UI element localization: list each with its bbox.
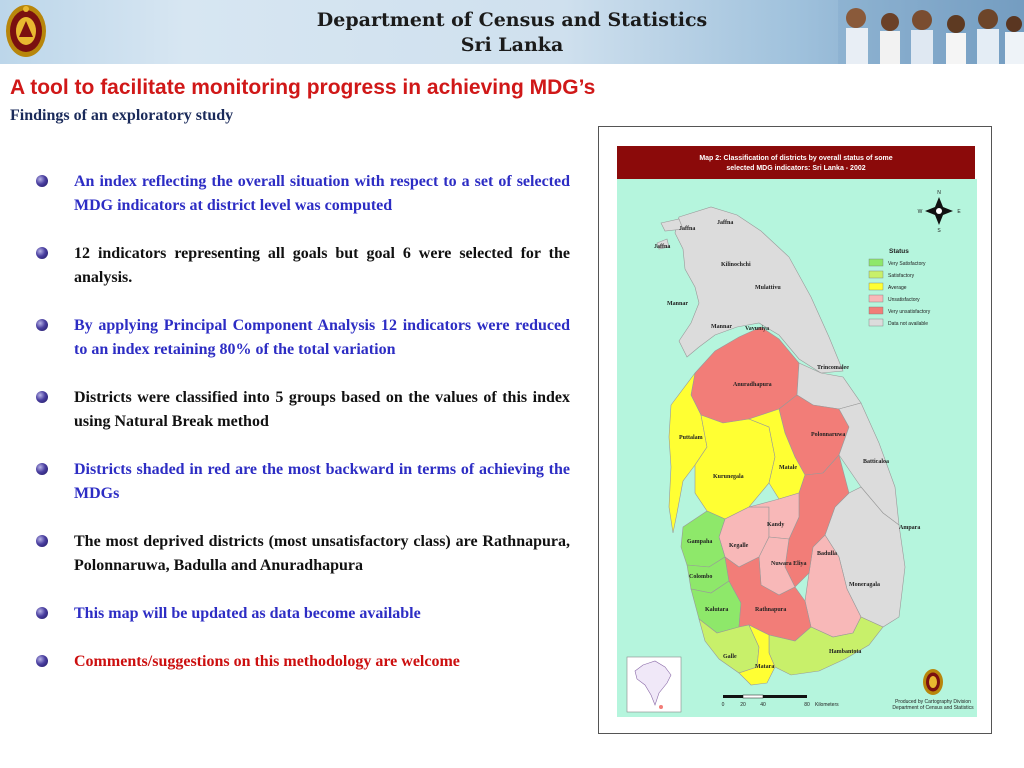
list-item: [36, 170, 570, 218]
bullet-icon: [36, 655, 48, 667]
legend-label: Satisfactory: [888, 273, 915, 279]
bullet-icon: [36, 247, 48, 259]
header-title-line2: Sri Lanka: [460, 34, 564, 56]
list-item: [36, 458, 570, 506]
legend-item: [869, 319, 928, 327]
scale-tick: 80: [804, 702, 810, 708]
credit-line1: Produced by Cartography Division: [895, 699, 971, 705]
header-title-line1: Department of Census and Statistics: [316, 9, 708, 31]
district-label-kilinochchi: Kilinochchi: [721, 262, 751, 268]
bullet-text: Comments/suggestions on this methodology are welcome: [74, 653, 460, 670]
district-label-kandy: Kandy: [767, 522, 785, 528]
district-label-kurunegala: Kurunegala: [713, 474, 744, 480]
findings-list: [36, 170, 570, 698]
map-title-line1: Map 2: Classification of districts by overall status of some: [699, 155, 893, 162]
legend-item: [869, 295, 920, 303]
legend-item: [869, 283, 907, 291]
district-label-galle: Galle: [723, 654, 737, 660]
compass-e: E: [957, 209, 961, 215]
district-label-mulattivu: Mulattivu: [755, 285, 781, 291]
legend-item: [869, 271, 915, 279]
bullet-icon: [36, 319, 48, 331]
district-label-mannar: Mannar: [711, 324, 732, 330]
legend-label: Very unsatisfactory: [888, 309, 931, 315]
children-photo: [838, 0, 1024, 64]
district-label-badulla: Badulla: [817, 551, 838, 557]
scale-tick: 20: [740, 702, 746, 708]
list-item: [36, 530, 570, 578]
list-item: [36, 602, 570, 626]
bullet-text: Districts were classified into 5 groups based on the values of this index using Natural Break method: [74, 389, 570, 430]
legend-item: [869, 307, 931, 315]
map-title-line2: selected MDG indicators: Sri Lanka - 2002: [726, 165, 866, 172]
district-label-ampara: Ampara: [899, 525, 921, 531]
district-label-nuwara-eliya: Nuwara Eliya: [771, 561, 807, 567]
district-label-hambantota: Hambantota: [829, 649, 862, 655]
district-label-trincomalee: Trincomalee: [817, 365, 849, 371]
legend-label: Very Satisfactory: [888, 261, 926, 267]
page-title: A tool to facilitate monitoring progress in achieving MDG’s: [10, 76, 596, 99]
credit-line2: Department of Census and Statistics: [892, 705, 974, 711]
list-item: [36, 386, 570, 434]
district-label-matale: Matale: [779, 465, 797, 471]
district-label-moneragala: Moneragala: [849, 582, 880, 588]
bullet-icon: [36, 391, 48, 403]
header-banner: [0, 0, 1024, 64]
page-subtitle: Findings of an exploratory study: [10, 107, 234, 124]
district-label-jaffna: Jaffna: [717, 220, 734, 226]
district-label-vavuniya: Vavuniya: [745, 326, 770, 332]
district-label-polonnaruwa: Polonnaruwa: [811, 432, 846, 438]
district-label-kalutara: Kalutara: [705, 607, 729, 613]
district-label-anuradhapura: Anuradhapura: [733, 382, 772, 388]
bullet-text: Districts shaded in red are the most backward in terms of achieving the MDGs: [74, 461, 570, 502]
census-emblem-icon: [923, 669, 943, 695]
district-label-jaffna: Jaffna: [679, 226, 696, 232]
legend-label: Data not available: [888, 321, 929, 327]
bullet-icon: [36, 463, 48, 475]
legend-title: Status: [889, 248, 909, 255]
bullet-icon: [36, 607, 48, 619]
district-label-batticaloa: Batticaloa: [863, 459, 889, 465]
bullet-text: This map will be updated as data become available: [74, 605, 421, 622]
map-canvas: [599, 127, 991, 733]
legend-item: [869, 259, 926, 267]
list-item: [36, 242, 570, 290]
scale-tick: 0: [721, 702, 725, 708]
bullet-text: An index reflecting the overall situation with respect to a set of selected MDG indicators at district level was computed: [74, 173, 570, 214]
district-label-kegalle: Kegalle: [729, 543, 749, 549]
district-label-matara: Matara: [755, 664, 775, 670]
bullet-text: 12 indicators representing all goals but goal 6 were selected for the analysis.: [74, 245, 570, 286]
district-label-rathnapura: Rathnapura: [755, 607, 787, 613]
legend-label: Unsatisfactory: [888, 297, 920, 303]
list-item: [36, 314, 570, 362]
india-inset-map: [627, 657, 681, 712]
bullet-text: The most deprived districts (most unsatisfactory class) are Rathnapura, Polonnaruwa, Badulla and Anuradhapura: [74, 533, 570, 574]
bullet-text: By applying Principal Component Analysis 12 indicators were reduced to an index retaining 80% of the total variation: [74, 317, 570, 358]
district-label-mannar: Mannar: [667, 301, 688, 307]
scale-unit: Kilometers: [815, 702, 839, 708]
district-label-gampaha: Gampaha: [687, 539, 713, 545]
compass-s: S: [937, 228, 941, 234]
district-map: [598, 126, 992, 734]
legend-label: Average: [888, 285, 907, 291]
scale-tick: 40: [760, 702, 766, 708]
bullet-icon: [36, 175, 48, 187]
compass-w: W: [917, 209, 923, 215]
district-label-jaffna: Jaffna: [654, 244, 671, 250]
bullet-icon: [36, 535, 48, 547]
district-label-puttalam: Puttalam: [679, 435, 703, 441]
compass-n: N: [937, 190, 941, 196]
list-item: [36, 650, 570, 674]
map-title-banner: [617, 146, 975, 179]
district-label-colombo: Colombo: [689, 574, 713, 580]
